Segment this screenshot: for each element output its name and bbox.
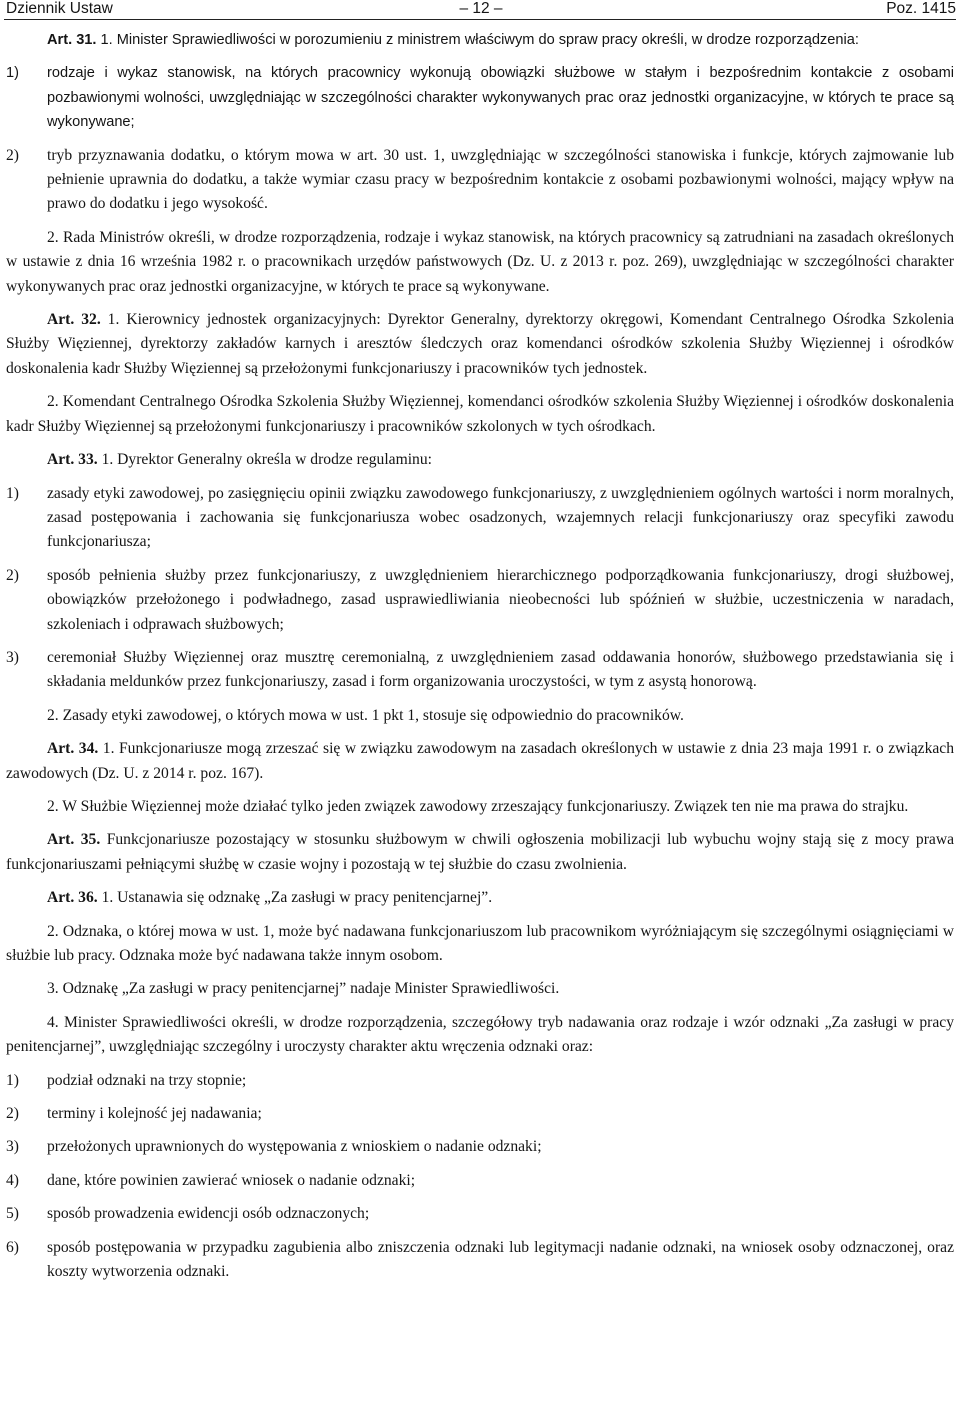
art32-p1-text: 1. Kierownicy jednostek organizacyjnych: Dyrektor Generalny, dyrektorzy okręgowi, Komendant Centralnego Ośrodka Szkolenia Służby Więziennej, dyrektorzy zakładów karnych i aresztów śledczych oraz komendanci ośrodków szkolenia Służby Więziennej i ośrodków doskonalenia kadr Służby Więziennej są przełożonymi funkcjonariuszy i pracowników tych jednostek. xyxy=(6,311,954,377)
list-item-text: zasady etyki zawodowej, po zasięgnięciu opinii związku zawodowego funkcjonariuszy, z uwzględnieniem ogólnych wartości i norm moralnych, zasad postępowania i zachowania się funkcjonariusza wobec osadzonych, wzajemnych relacji funkcjonariuszy oraz specyfiki zawodu funkcjonariusza; xyxy=(47,484,954,551)
list-item-text: podział odznaki na trzy stopnie; xyxy=(47,1071,247,1089)
list-item-text: rodzaje i wykaz stanowisk, na których pracownicy wykonują obowiązki służbowe w stałym i bezpośrednim kontakcie z osobami pozbawionymi wolności, uwzględniając w szczególności charakter wykonywanych prac oraz jednostki organizacyjne, w których te prace są wykonywane; xyxy=(47,65,954,131)
list-item xyxy=(6,646,954,695)
art33-p1-text: 1. Dyrektor Generalny określa w drodze regulaminu: xyxy=(101,451,432,469)
list-item-number: 3) xyxy=(6,648,19,666)
list-item-text: przełożonych uprawnionych do występowania z wnioskiem o nadanie odznaki; xyxy=(47,1138,542,1156)
list-item-text: sposób postępowania w przypadku zagubienia albo zniszczenia odznaki lub legitymacji nadanie odznaki, na wniosek osoby odznaczonej, oraz koszty wytworzenia odznaki. xyxy=(47,1238,954,1281)
list-item xyxy=(6,1236,954,1285)
list-item-number: 2) xyxy=(6,1105,19,1123)
list-item-number: 2) xyxy=(6,566,19,584)
art32-paragraph-1 xyxy=(6,308,954,381)
art36-label: Art. 36. xyxy=(47,889,98,907)
list-item xyxy=(6,482,954,555)
document-body xyxy=(6,28,954,1293)
art35-p1-text: Funkcjonariusze pozostający w stosunku służbowym w chwili ogłoszenia mobilizacji lub wybuchu wojny stają się z mocy prawa funkcjonariuszami pełniącymi służbę w czasie wojny i pozostają w tej służbie do czasu zwolnienia. xyxy=(6,831,955,873)
list-item xyxy=(6,1069,954,1093)
position-number: Poz. 1415 xyxy=(886,0,957,17)
page-number: – 12 – xyxy=(459,0,503,17)
art36-p1-text: 1. Ustanawia się odznakę „Za zasługi w pracy penitencjarnej”. xyxy=(101,889,493,907)
list-item-number: 1) xyxy=(6,484,19,502)
list-item xyxy=(6,144,954,217)
art31-p1-text: 1. Minister Sprawiedliwości w porozumieniu z ministrem właściwym do spraw pracy określi, w drodze rozporządzenia: xyxy=(100,32,859,48)
list-item-number: 6) xyxy=(6,1238,19,1256)
list-item-number: 5) xyxy=(6,1205,19,1223)
art34-p1-text: 1. Funkcjonariusze mogą zrzeszać się w związku zawodowym na zasadach określonych w ustawie z dnia 23 maja 1991 r. o związkach zawodowych (Dz. U. z 2014 r. poz. 167). xyxy=(6,740,955,782)
art33-paragraph-1 xyxy=(6,448,954,472)
art34-label: Art. 34. xyxy=(47,740,99,758)
journal-title: Dziennik Ustaw xyxy=(6,0,113,17)
list-item xyxy=(6,61,954,134)
list-item-number: 2) xyxy=(6,146,19,164)
list-item-text: dane, które powinien zawierać wniosek o nadanie odznaki; xyxy=(47,1171,416,1189)
art32-label: Art. 32. xyxy=(47,311,101,329)
art32-paragraph-2: 2. Komendant Centralnego Ośrodka Szkolenia Służby Więziennej, komendanci ośrodków szkolenia Służby Więziennej i ośrodków doskonalenia kadr Służby Więziennej są przełożonymi funkcjonariuszy i pracowników szkolonych w tych ośrodkach. xyxy=(6,393,954,435)
list-item-number: 3) xyxy=(6,1138,19,1156)
art31-paragraph-1 xyxy=(6,28,954,52)
art34-paragraph-2: 2. W Służbie Więziennej może działać tylko jeden związek zawodowy zrzeszający funkcjonariuszy. Związek ten nie ma prawa do strajku. xyxy=(47,797,909,815)
art31-paragraph-2: 2. Rada Ministrów określi, w drodze rozporządzenia, rodzaje i wykaz stanowisk, na których pracownicy są zatrudniani na zasadach określonych w ustawie z dnia 16 września 1982 r. o pracownikach urzędów państwowych (Dz. U. z 2013 r. poz. 269), uwzględniając w szczególności charakter wykonywanych prac oraz jednostki organizacyjne, w których te prace są wykonywane. xyxy=(6,228,954,295)
list-item-text: ceremoniał Służby Więziennej oraz musztrę ceremonialną, z uwzględnieniem zasad oddawania honorów, służbowego przedstawiania się i składania meldunków przez funkcjonariuszy, zasad i form organizowania uroczystości, w tym z asystą honorową. xyxy=(47,648,954,691)
art31-label: Art. 31. xyxy=(47,32,97,48)
list-item xyxy=(6,1102,954,1126)
list-item-number: 4) xyxy=(6,1171,19,1189)
art36-paragraph-4: 4. Minister Sprawiedliwości określi, w drodze rozporządzenia, szczegółowy tryb nadawania oraz rodzaje i wzór odznaki „Za zasługi w pracy penitencjarnej”, uwzględniając szczególny i uroczysty charakter aktu wręczenia odznaki oraz: xyxy=(6,1013,954,1056)
list-item xyxy=(6,564,954,637)
list-item-text: terminy i kolejność jej nadawania; xyxy=(47,1105,262,1123)
header-rule xyxy=(4,19,956,20)
art33-paragraph-2: 2. Zasady etyki zawodowej, o których mowa w ust. 1 pkt 1, stosuje się odpowiednio do pracowników. xyxy=(47,706,684,724)
art35-paragraph-1 xyxy=(6,828,954,877)
art35-label: Art. 35. xyxy=(47,831,101,849)
list-item xyxy=(6,1202,954,1226)
list-item xyxy=(6,1169,954,1193)
art34-paragraph-1 xyxy=(6,737,954,786)
list-item-number: 1) xyxy=(6,65,19,82)
list-item xyxy=(6,1135,954,1159)
list-item-number: 1) xyxy=(6,1071,19,1089)
art36-paragraph-2: 2. Odznaka, o której mowa w ust. 1, może być nadawana funkcjonariuszom lub pracownikom wyróżniającym się szczególnymi osiągnięciami w służbie lub pracy. Odznaka może być nadawana także innym osobom. xyxy=(6,922,954,964)
art33-label: Art. 33. xyxy=(47,451,98,469)
art36-paragraph-1 xyxy=(6,886,954,910)
list-item-text: sposób pełnienia służby przez funkcjonariuszy, z uwzględnieniem hierarchicznego podporządkowania funkcjonariuszy, drogi służbowej, obowiązków przełożonego i podwładnego, zasad usprawiedliwiania nieobecności lub spóźnień w służbie, uczestniczenia w naradach, szkoleniach i odprawach służbowych; xyxy=(47,566,954,633)
list-item-text: tryb przyznawania dodatku, o którym mowa w art. 30 ust. 1, uwzględniając w szczególności stanowiska i funkcje, których zajmowanie lub pełnienie uprawnia do dodatku, a także wymiar czasu pracy w bezpośrednim kontakcie z osobami pozbawionymi wolności, mający wpływ na prawo do dodatku i jego wysokość. xyxy=(47,146,954,213)
art36-paragraph-3: 3. Odznakę „Za zasługi w pracy penitencjarnej” nadaje Minister Sprawiedliwości. xyxy=(47,980,560,998)
list-item-text: sposób prowadzenia ewidencji osób odznaczonych; xyxy=(47,1205,370,1223)
